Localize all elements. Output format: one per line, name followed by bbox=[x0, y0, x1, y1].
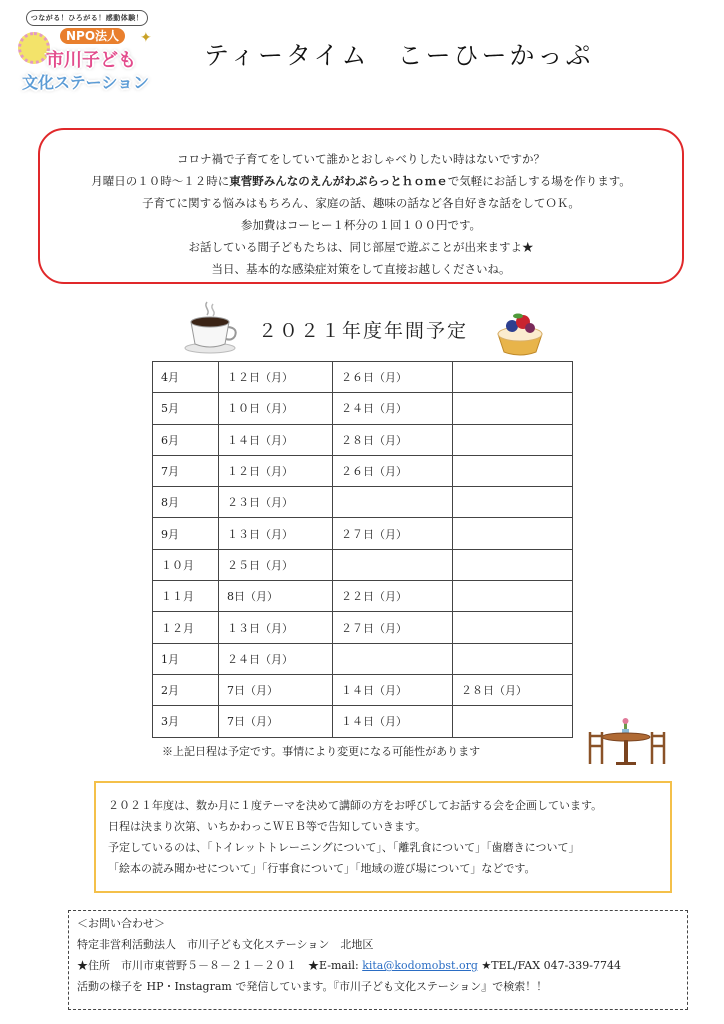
logo-tagline: つながる！ひろがる！感動体験！ bbox=[26, 10, 148, 26]
month-cell: 6月 bbox=[153, 424, 219, 455]
date-cell: １４日（月） bbox=[219, 424, 333, 455]
intro-box bbox=[38, 128, 684, 284]
schedule-note: ※上記日程は予定です。事情により変更になる可能性があります bbox=[162, 745, 481, 758]
date-cell bbox=[453, 362, 573, 393]
plan-line: 日程は決まり次第、いちかわっこＷＥＢ等で告知していきます。 bbox=[108, 820, 427, 833]
date-cell: ２３日（月） bbox=[219, 487, 333, 518]
date-cell: １３日（月） bbox=[219, 518, 333, 549]
page-title: ティータイム こーひーかっぷ bbox=[204, 41, 594, 70]
logo-npo: NPO法人 bbox=[60, 28, 125, 44]
contact-heading: ＜お問い合わせ＞ bbox=[77, 917, 165, 930]
intro-line bbox=[40, 170, 682, 192]
date-cell: 7日（月） bbox=[219, 706, 333, 737]
date-cell: ２４日（月） bbox=[219, 643, 333, 674]
month-cell: 8月 bbox=[153, 487, 219, 518]
schedule-table bbox=[152, 361, 573, 738]
date-cell bbox=[453, 455, 573, 486]
venue-name: 東菅野みんなのえんがわぷらっとｈｏｍｅ bbox=[229, 174, 448, 188]
intro-text: 月曜日の１０時～１２時に bbox=[91, 174, 230, 188]
contact-tel: ★TEL/FAX 047-339-7744 bbox=[477, 959, 621, 972]
contact-address: ★住所 市川市東菅野５－８－２１－２０１ ★E-mail: bbox=[77, 959, 363, 972]
date-cell: ２４日（月） bbox=[333, 393, 453, 424]
table-row bbox=[153, 612, 573, 643]
plan-line: 予定しているのは、「トイレットトレーニングについて」、「離乳食について」「歯磨きについて」 bbox=[108, 841, 580, 854]
month-cell: 3月 bbox=[153, 706, 219, 737]
date-cell: ２６日（月） bbox=[333, 362, 453, 393]
table-row bbox=[153, 706, 573, 737]
intro-line: お話している間子どもたちは、同じ部屋で遊ぶことが出来ますよ★ bbox=[188, 240, 534, 254]
month-cell: １２月 bbox=[153, 612, 219, 643]
table-row bbox=[153, 487, 573, 518]
date-cell: １４日（月） bbox=[333, 674, 453, 705]
intro-line: 当日、基本的な感染症対策をして直接お越しくださいね。 bbox=[211, 262, 511, 276]
plan-line: 「絵本の読み聞かせについて」「行事食について」「地域の遊び場について」などです。 bbox=[108, 862, 536, 875]
schedule-title: ２０２１年度年間予定 bbox=[258, 320, 469, 342]
date-cell: ２６日（月） bbox=[333, 455, 453, 486]
date-cell bbox=[453, 706, 573, 737]
logo-name-line1: 市川子ども bbox=[46, 50, 136, 71]
date-cell: ２８日（月） bbox=[333, 424, 453, 455]
month-cell: 9月 bbox=[153, 518, 219, 549]
date-cell: １３日（月） bbox=[219, 612, 333, 643]
table-row bbox=[153, 518, 573, 549]
date-cell: １０日（月） bbox=[219, 393, 333, 424]
table-row bbox=[153, 674, 573, 705]
logo bbox=[12, 10, 162, 100]
contact-org: 特定非営利活動法人 市川子ども文化ステーション 北地区 bbox=[77, 938, 374, 951]
intro-line: 参加費はコーヒー１杯分の１回１００円です。 bbox=[240, 218, 482, 232]
date-cell bbox=[333, 487, 453, 518]
date-cell bbox=[453, 487, 573, 518]
date-cell bbox=[453, 393, 573, 424]
month-cell: １１月 bbox=[153, 581, 219, 612]
table-row bbox=[153, 581, 573, 612]
logo-name-line2: 文化ステーション bbox=[22, 73, 150, 92]
coffee-cup-icon bbox=[182, 298, 240, 356]
month-cell: 5月 bbox=[153, 393, 219, 424]
date-cell: １２日（月） bbox=[219, 455, 333, 486]
date-cell: ２８日（月） bbox=[453, 674, 573, 705]
month-cell: １０月 bbox=[153, 549, 219, 580]
date-cell bbox=[453, 518, 573, 549]
table-row bbox=[153, 455, 573, 486]
month-cell: 7月 bbox=[153, 455, 219, 486]
date-cell: 8日（月） bbox=[219, 581, 333, 612]
intro-text: で気軽にお話しする場を作ります。 bbox=[447, 174, 631, 188]
table-row bbox=[153, 362, 573, 393]
date-cell: １４日（月） bbox=[333, 706, 453, 737]
date-cell bbox=[453, 549, 573, 580]
fruit-tart-icon bbox=[492, 306, 548, 358]
date-cell bbox=[333, 549, 453, 580]
date-cell bbox=[333, 643, 453, 674]
bird-icon: ✦ bbox=[140, 30, 152, 46]
table-row bbox=[153, 393, 573, 424]
intro-line: 子育てに関する悩みはもちろん、家庭の話、趣味の話など各自好きな話をしてＯＫ。 bbox=[142, 196, 580, 210]
date-cell bbox=[453, 643, 573, 674]
plan-line: ２０２１年度は、数か月に１度テーマを決めて講師の方をお呼びしてお話する会を企画しています。 bbox=[108, 799, 603, 812]
cafe-table-icon bbox=[584, 718, 670, 768]
table-row bbox=[153, 549, 573, 580]
date-cell: ２７日（月） bbox=[333, 518, 453, 549]
plan-box bbox=[94, 781, 672, 893]
month-cell: 4月 bbox=[153, 362, 219, 393]
date-cell bbox=[453, 612, 573, 643]
date-cell: ２７日（月） bbox=[333, 612, 453, 643]
month-cell: 2月 bbox=[153, 674, 219, 705]
table-row bbox=[153, 424, 573, 455]
intro-line: コロナ禍で子育てをしていて誰かとおしゃべりしたい時はないですか？ bbox=[177, 152, 545, 166]
date-cell: ２２日（月） bbox=[333, 581, 453, 612]
table-row bbox=[153, 643, 573, 674]
date-cell: １２日（月） bbox=[219, 362, 333, 393]
date-cell bbox=[453, 581, 573, 612]
month-cell: 1月 bbox=[153, 643, 219, 674]
date-cell: ２５日（月） bbox=[219, 549, 333, 580]
contact-address-line bbox=[77, 955, 687, 976]
contact-box bbox=[68, 910, 688, 1010]
date-cell bbox=[453, 424, 573, 455]
email-link[interactable]: kita@kodomobst.org bbox=[362, 959, 478, 972]
date-cell: 7日（月） bbox=[219, 674, 333, 705]
contact-sns: 活動の様子を HP・Instagram で発信しています。『市川子ども文化ステーション』で検索！！ bbox=[77, 980, 548, 993]
